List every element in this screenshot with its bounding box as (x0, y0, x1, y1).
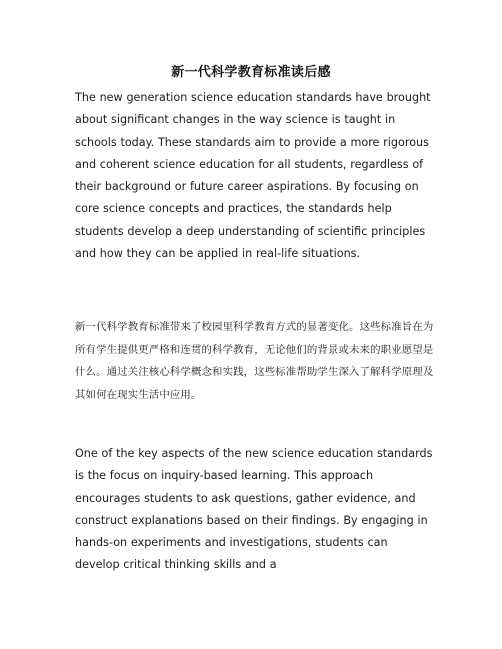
paragraph-chinese: 新一代科学教育标准带来了校园里科学教育方式的显著变化。这些标准旨在为所有学生提供更严格和连贯的科学教育，无论他们的背景或未来的职业愿望是什么。通过关注核心科学概念和实践，这些标准帮助学生深入了解科学原理及其如何在现实生活中应用。 (75, 321, 434, 401)
paragraph-english-1: The new generation science education standards have brought about significant changes in the way science is taught in schools today. These standards aim to provide a more rigorous and coherent science education for all students, regardless of their background or future career aspirations. By focusing on core science concepts and practices, the standards help students develop a deep understanding of scientific principles and how they can be applied in real-life situations. (75, 91, 431, 261)
paragraph-english-2: One of the key aspects of the new science education standards is the focus on inquiry-based learning. This approach encourages students to ask questions, gather evidence, and construct explanations based on their findings. By engaging in hands-on experiments and investigations, students can develop critical thinking skills and a (75, 447, 433, 572)
document-title: 新一代科学教育标准读后感 (171, 65, 331, 80)
